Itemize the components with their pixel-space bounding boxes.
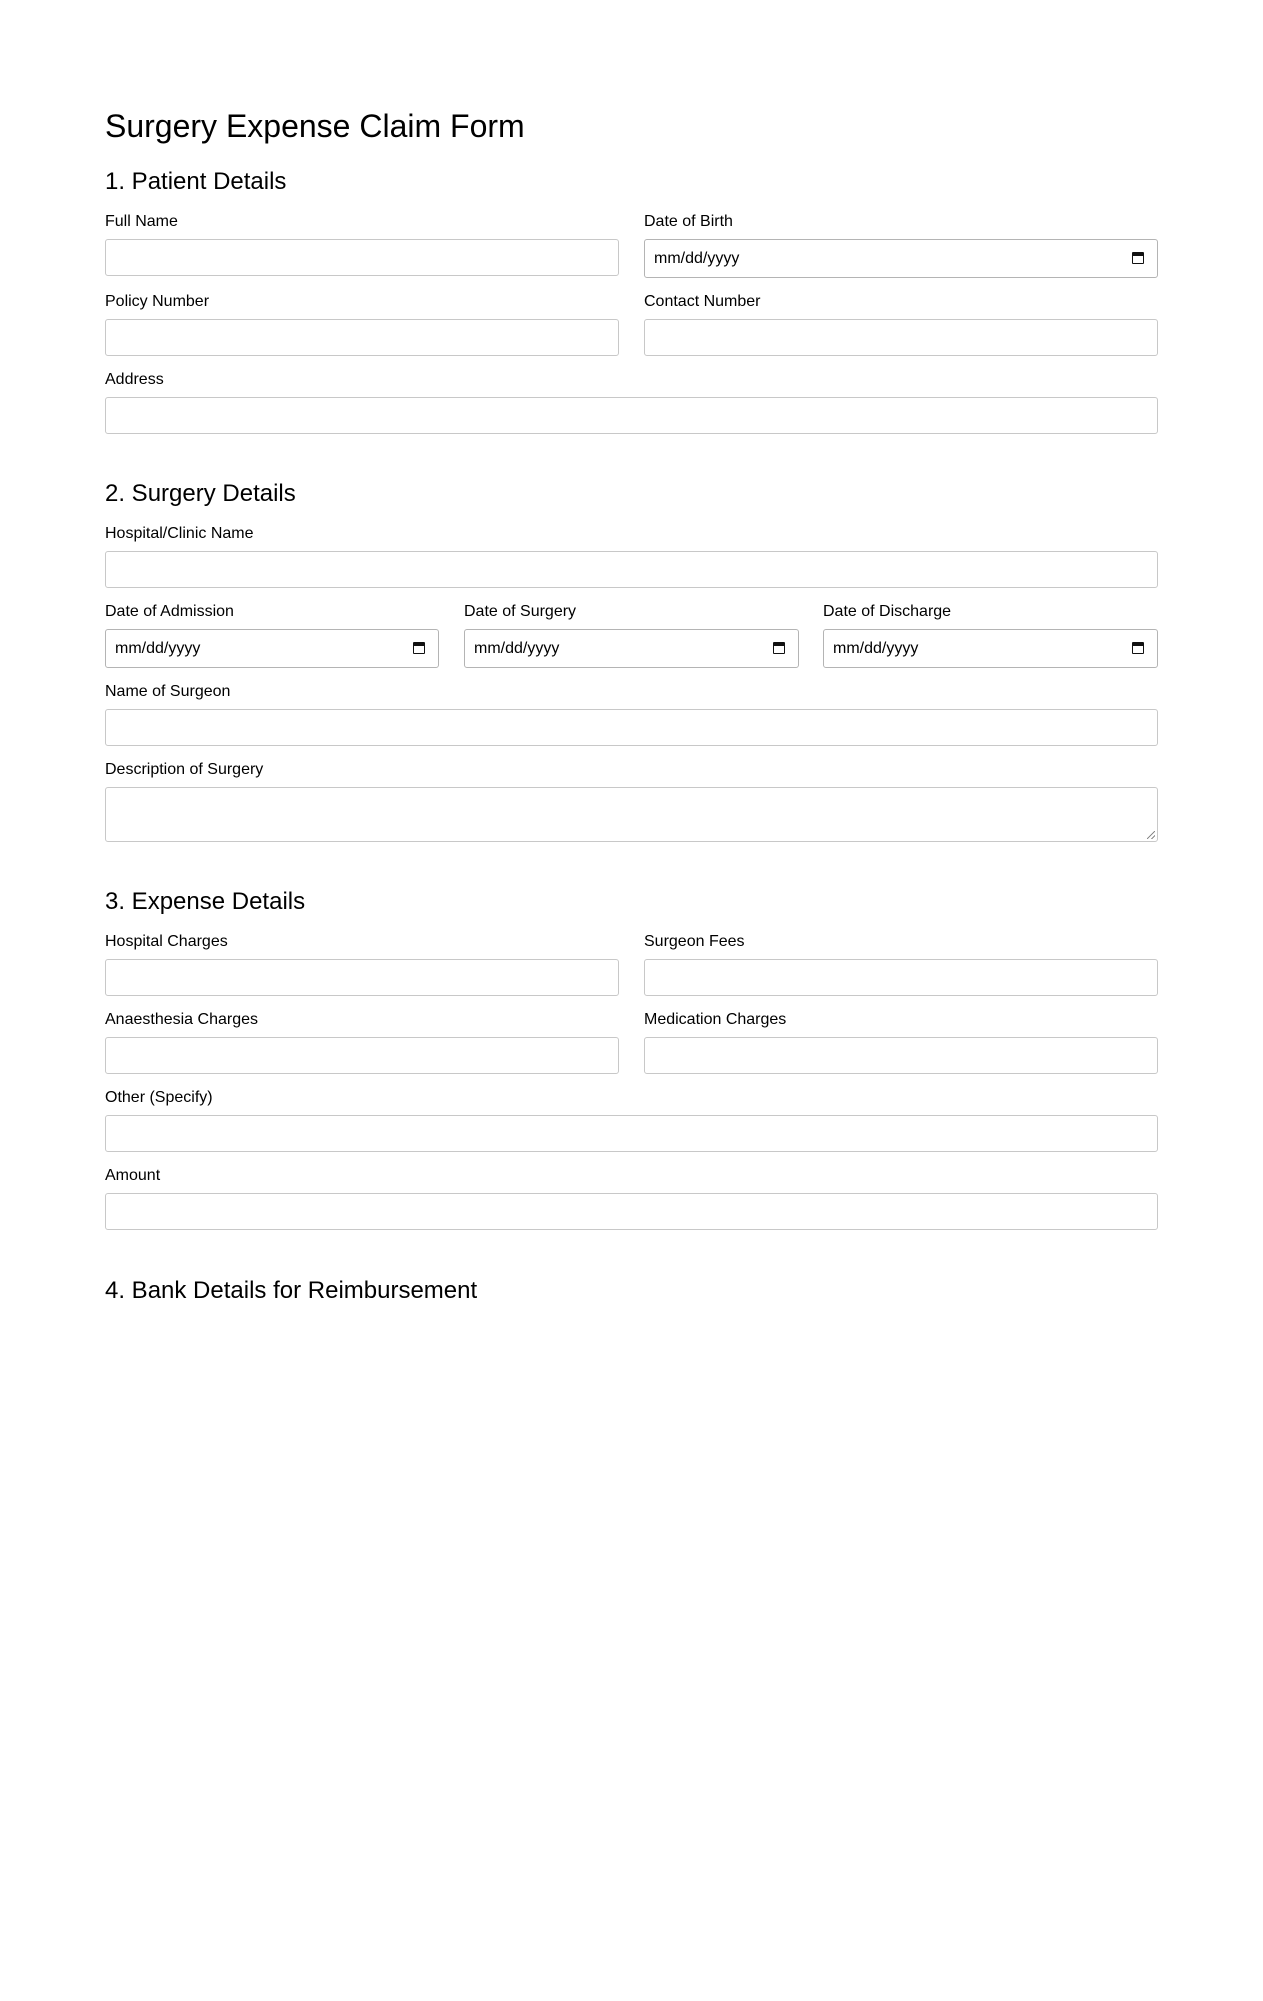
surgery-date-input[interactable]	[464, 629, 799, 668]
calendar-icon[interactable]	[1132, 642, 1144, 654]
calendar-icon[interactable]	[413, 642, 425, 654]
dob-input[interactable]	[644, 239, 1158, 278]
hospital-name-input[interactable]	[105, 551, 1158, 588]
admission-date-label: Date of Admission	[105, 603, 234, 620]
section-heading-surgery: 2. Surgery Details	[105, 480, 296, 507]
other-specify-label: Other (Specify)	[105, 1089, 213, 1106]
medication-charges-label: Medication Charges	[644, 1011, 787, 1028]
contact-number-input[interactable]	[644, 319, 1158, 356]
form-title: Surgery Expense Claim Form	[105, 108, 525, 144]
resize-handle-icon[interactable]	[1147, 831, 1155, 839]
discharge-date-placeholder: mm/dd/yyyy	[833, 640, 919, 657]
full-name-label: Full Name	[105, 213, 178, 230]
hospital-charges-input[interactable]	[105, 959, 619, 996]
policy-number-input[interactable]	[105, 319, 619, 356]
surgery-date-label: Date of Surgery	[464, 603, 577, 620]
dob-placeholder: mm/dd/yyyy	[654, 250, 740, 267]
section-heading-expense: 3. Expense Details	[105, 888, 306, 915]
medication-charges-input[interactable]	[644, 1037, 1158, 1074]
full-name-input[interactable]	[105, 239, 619, 276]
anaesthesia-charges-label: Anaesthesia Charges	[105, 1011, 258, 1028]
calendar-icon[interactable]	[1132, 252, 1144, 264]
section-heading-bank: 4. Bank Details for Reimbursement	[105, 1277, 478, 1304]
surgeon-fees-label: Surgeon Fees	[644, 933, 745, 950]
amount-label: Amount	[105, 1167, 161, 1184]
admission-date-input[interactable]	[105, 629, 439, 668]
contact-number-label: Contact Number	[644, 293, 761, 310]
hospital-name-label: Hospital/Clinic Name	[105, 525, 254, 542]
other-specify-input[interactable]	[105, 1115, 1158, 1152]
discharge-date-label: Date of Discharge	[823, 603, 952, 620]
surgery-description-label: Description of Surgery	[105, 761, 264, 778]
surgeon-name-input[interactable]	[105, 709, 1158, 746]
surgery-description-textarea[interactable]	[105, 787, 1158, 842]
amount-input[interactable]	[105, 1193, 1158, 1230]
discharge-date-input[interactable]	[823, 629, 1158, 668]
address-label: Address	[105, 371, 164, 388]
dob-label: Date of Birth	[644, 213, 733, 230]
anaesthesia-charges-input[interactable]	[105, 1037, 619, 1074]
address-input[interactable]	[105, 397, 1158, 434]
calendar-icon[interactable]	[773, 642, 785, 654]
policy-number-label: Policy Number	[105, 293, 210, 310]
admission-date-placeholder: mm/dd/yyyy	[115, 640, 201, 657]
surgeon-fees-input[interactable]	[644, 959, 1158, 996]
hospital-charges-label: Hospital Charges	[105, 933, 228, 950]
surgery-date-placeholder: mm/dd/yyyy	[474, 640, 560, 657]
surgeon-name-label: Name of Surgeon	[105, 683, 231, 700]
section-heading-patient: 1. Patient Details	[105, 168, 287, 195]
